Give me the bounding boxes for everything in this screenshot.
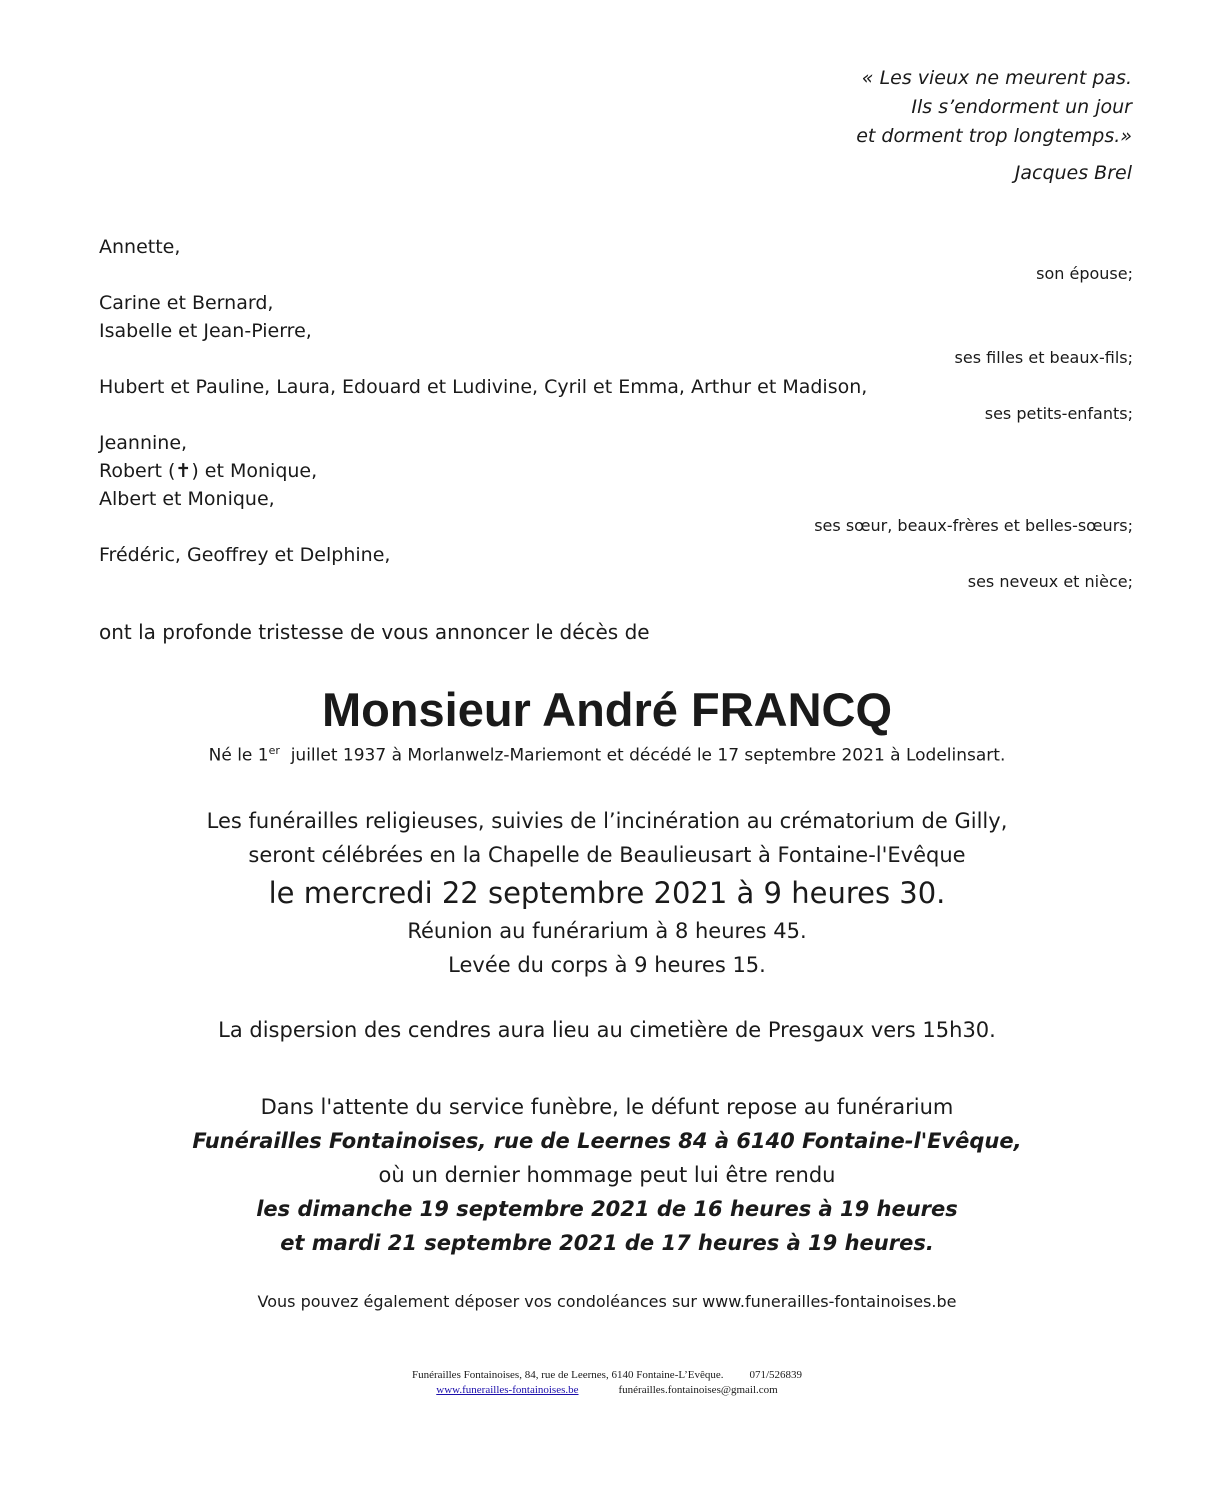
ceremony-date: le mercredi 22 septembre 2021 à 9 heures 30. — [268, 876, 946, 910]
born-superscript: er — [268, 744, 280, 757]
family-names: Annette, — [99, 236, 181, 258]
born-prefix: Né le 1 — [208, 745, 269, 766]
family-relation: ses neveux et nièce; — [967, 572, 1133, 591]
footer-address-line — [0, 1368, 1214, 1383]
family-names: Jeannine, — [99, 432, 188, 454]
family-group — [99, 541, 1133, 595]
family-list — [99, 233, 1133, 597]
visit-date: et mardi 21 septembre 2021 de 17 heures à 19 heures. — [280, 1231, 934, 1255]
ceremony-levee: Levée du corps à 9 heures 15. — [448, 953, 766, 977]
ceremony-line: seront célébrées en la Chapelle de Beaulieusart à Fontaine-l'Evêque — [248, 843, 966, 867]
visit-address: Funérailles Fontainoises, rue de Leernes 84 à 6140 Fontaine-l'Evêque, — [192, 1129, 1022, 1153]
born-rest: juillet 1937 à Morlanwelz-Mariemont et décédé le 17 septembre 2021 à Lodelinsart. — [279, 745, 1006, 766]
footer — [0, 1368, 1214, 1398]
footer-email: funérailles.fontainoises@gmail.com — [618, 1384, 778, 1396]
visit-line: Dans l'attente du service funèbre, le défunt repose au funérarium — [260, 1095, 954, 1119]
condolences-text: Vous pouvez également déposer vos condoléances sur www.funerailles-fontainoises.be — [257, 1292, 957, 1311]
deceased-name: Monsieur André FRANCQ — [321, 683, 893, 736]
family-names: Albert et Monique, — [99, 488, 275, 510]
ceremony-details — [0, 804, 1214, 982]
footer-website-link[interactable]: www.funerailles-fontainoises.be — [436, 1384, 579, 1396]
family-names: Carine et Bernard, — [99, 292, 274, 314]
family-relation: ses sœur, beaux-frères et belles-sœurs; — [814, 516, 1133, 535]
visitation-details — [0, 1090, 1214, 1260]
announcement-text: ont la profonde tristesse de vous annoncer le décès de — [99, 620, 650, 644]
footer-contact-line — [0, 1383, 1214, 1398]
quote-line: et dorment trop longtemps.» — [856, 125, 1132, 147]
ceremony-meeting: Réunion au funérarium à 8 heures 45. — [407, 919, 807, 943]
quote-author: Jacques Brel — [1014, 162, 1132, 184]
family-names: Hubert et Pauline, Laura, Edouard et Ludivine, Cyril et Emma, Arthur et Madison, — [99, 376, 868, 398]
quote-line: Ils s’endorment un jour — [911, 96, 1132, 118]
family-group — [99, 373, 1133, 427]
family-names: Robert (✝) et Monique, — [99, 460, 318, 482]
family-relation: son épouse; — [1036, 264, 1133, 283]
family-group — [99, 233, 1133, 287]
family-relation: ses petits-enfants; — [984, 404, 1133, 423]
family-relation: ses filles et beaux-fils; — [954, 348, 1133, 367]
family-names: Frédéric, Geoffrey et Delphine, — [99, 544, 391, 566]
family-names: Isabelle et Jean-Pierre, — [99, 320, 312, 342]
family-group — [99, 429, 1133, 539]
footer-phone: 071/526839 — [749, 1369, 803, 1381]
dispersion-text: La dispersion des cendres aura lieu au cimetière de Presgaux vers 15h30. — [218, 1018, 996, 1042]
family-group — [99, 289, 1133, 371]
birth-death-line — [0, 744, 1214, 766]
ceremony-line: Les funérailles religieuses, suivies de l’incinération au crématorium de Gilly, — [206, 809, 1008, 833]
visit-line: où un dernier hommage peut lui être rendu — [378, 1163, 836, 1187]
quote-line: « Les vieux ne meurent pas. — [861, 67, 1132, 89]
footer-address: Funérailles Fontainoises, 84, rue de Leernes, 6140 Fontaine-L’Evêque. — [411, 1369, 724, 1381]
epigraph-quote — [856, 64, 1132, 188]
visit-date: les dimanche 19 septembre 2021 de 16 heures à 19 heures — [256, 1197, 958, 1221]
